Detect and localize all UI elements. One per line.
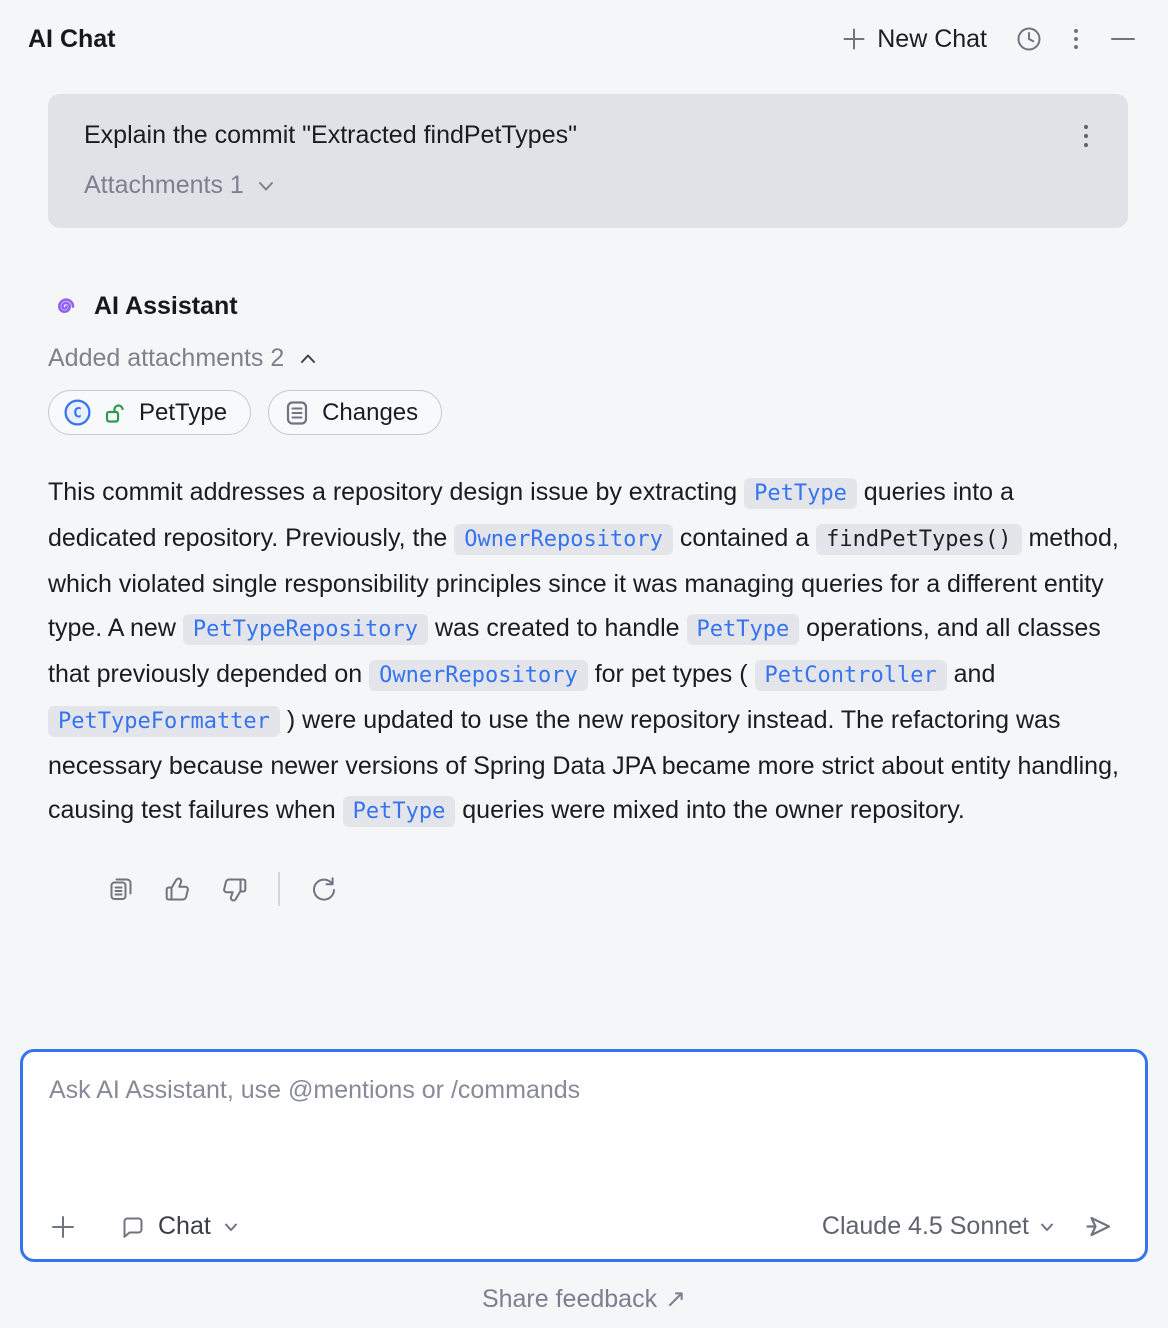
chevron-up-icon [297,348,319,370]
external-link-icon: ↗ [665,1285,687,1313]
message-text: ) were updated to use the new repository instead. The refactoring was necessary because newer versions of Spring Data JPA became more strict about entity handling, causing test failures when [48,706,1119,824]
class-icon [62,397,93,428]
new-chat-label: New Chat [877,24,987,53]
chevron-down-icon [255,175,277,197]
share-feedback-label: Share feedback [481,1284,658,1313]
added-attachments-toggle[interactable] [48,344,1128,373]
thumbs-up-icon [162,874,193,905]
svg-text:C: C [73,405,82,422]
actions-divider [278,872,280,906]
message-text: was created to handle [428,614,687,642]
inline-code: PetType [687,614,800,645]
panel-title: AI Chat [28,24,116,53]
message-text: This commit addresses a repository design issue by extracting [48,478,745,506]
message-text: contained a [672,524,817,552]
message-text: queries into a dedicated repository. Previously, the [48,478,1014,552]
assistant-message-body [48,470,1128,834]
attachment-chip-label: PetType [139,398,228,426]
inline-code: PetTypeFormatter [48,706,280,737]
attachment-chip-label: Changes [322,398,419,426]
spiral-icon [48,290,81,323]
inline-code: PetController [755,660,947,691]
chevron-down-icon [1038,1218,1056,1236]
attachments-toggle[interactable] [84,171,1008,200]
copy-icon [106,874,136,904]
panel-header [0,0,1168,54]
send-icon [1082,1210,1115,1243]
inline-code: OwnerRepository [369,660,588,691]
footer [0,1284,1168,1314]
send-button[interactable] [1082,1210,1115,1243]
plus-icon [49,1213,77,1241]
thumbs-up-button[interactable] [162,874,193,905]
chat-bubble-icon [119,1213,147,1241]
message-actions [106,872,1128,906]
bottom-area [0,1049,1168,1314]
add-attachment-button[interactable] [49,1213,77,1241]
message-text: queries were mixed into the owner repository. [455,796,965,824]
chat-mode-selector[interactable] [119,1212,240,1241]
message-text: method, which violated single responsibility principles since it was managing queries for a different entity type. A new [48,524,1119,642]
changes-icon [282,398,312,428]
inline-code: PetType [744,478,857,509]
inline-code: findPetTypes() [816,524,1021,555]
chat-mode-label: Chat [158,1212,211,1240]
composer [20,1049,1148,1262]
model-label: Claude 4.5 Sonnet [821,1212,1029,1240]
copy-button[interactable] [106,874,136,904]
user-message-bubble [48,94,1128,228]
user-message-text: Explain the commit "Extracted findPetTypes" [84,121,577,149]
thumbs-down-icon [219,874,250,905]
assistant-header [48,290,1128,323]
added-attachments-label: Added attachments 2 [48,344,285,372]
history-icon[interactable] [1014,24,1044,54]
message-text: operations, and all classes that previously depended on [48,614,1101,688]
attachment-chip-pettype[interactable] [48,390,251,435]
chat-input[interactable] [23,1052,1145,1180]
share-feedback-link[interactable] [482,1284,686,1314]
message-text: for pet types ( [587,660,755,688]
assistant-name: AI Assistant [94,292,238,320]
message-text: and [946,660,996,688]
unlock-icon [103,400,129,426]
attachment-chip-changes[interactable] [268,390,442,435]
chevron-down-icon [222,1218,240,1236]
header-controls [840,24,1138,54]
inline-code: PetTypeRepository [183,614,428,645]
regenerate-icon [308,874,338,904]
composer-toolbar [23,1210,1145,1243]
attachment-chips [48,390,1128,435]
kebab-menu-icon[interactable] [1082,122,1090,150]
inline-code: OwnerRepository [454,524,673,555]
inline-code: PetType [343,796,456,827]
plus-icon [840,25,868,53]
new-chat-button[interactable] [840,25,987,54]
regenerate-button[interactable] [308,874,338,904]
attachments-toggle-label: Attachments 1 [84,171,244,199]
kebab-menu-icon[interactable] [1071,24,1081,54]
thumbs-down-button[interactable] [219,874,250,905]
minimize-icon[interactable] [1108,24,1138,54]
model-selector[interactable] [822,1212,1056,1241]
assistant-message [48,290,1128,906]
